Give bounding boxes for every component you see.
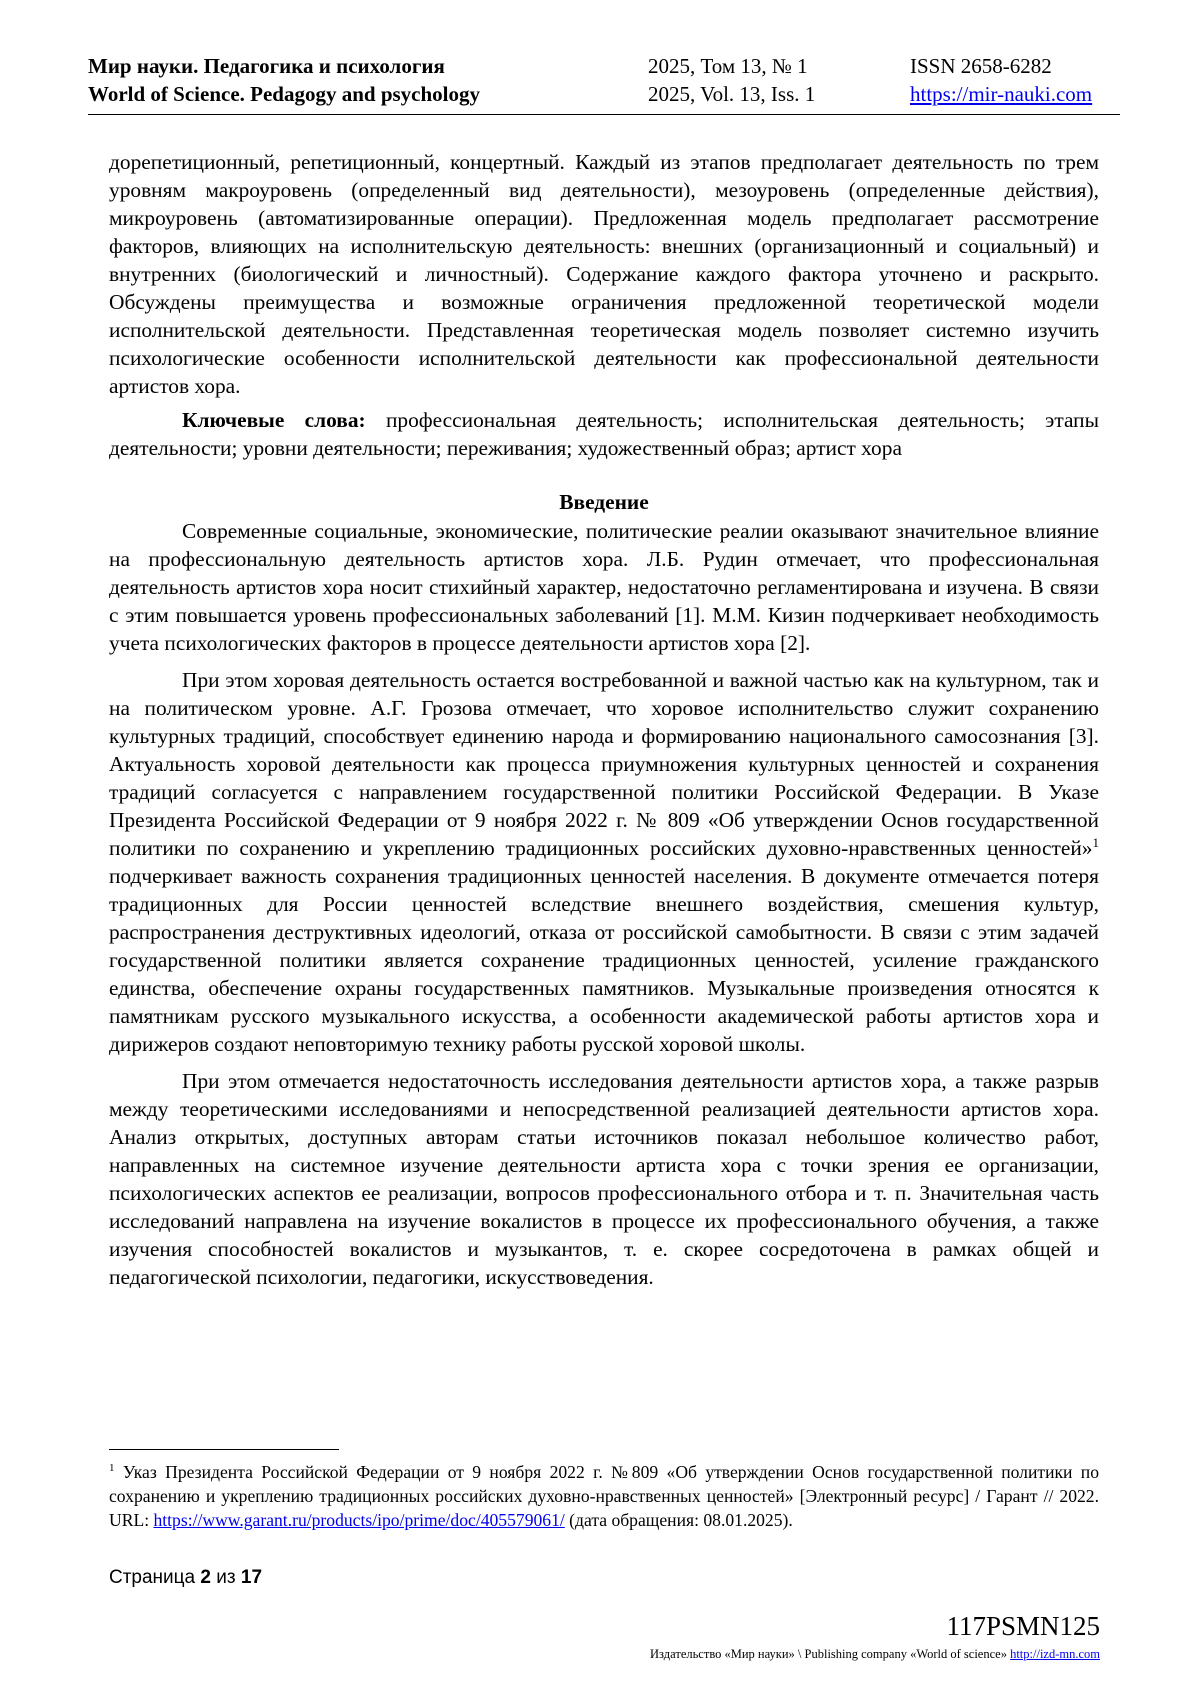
keywords-label: Ключевые слова:	[182, 408, 366, 432]
publisher-line	[650, 1647, 1100, 1662]
page-current: 2	[200, 1567, 211, 1588]
issn-block	[910, 52, 1092, 108]
issn: ISSN 2658-6282	[910, 54, 1052, 78]
keywords-text: профессиональная деятельность; исполнительская деятельность; этапы деятельности; уровни деятельности; переживания; художественный образ; артист хора	[109, 408, 1099, 460]
paragraph-2-part-2: подчеркивает важность сохранения традиционных ценностей населения. В документе отмечается потеря традиционных для России ценностей вследствие внешнего воздействия, смешения культур, распространения деструктивных идеологий, отказа от российской самобытности. В связи с этим задачей государственной политики является сохранение традиционных ценностей, усиление гражданского единства, обеспечение охраны государственных памятников. Музыкальные произведения относятся к памятникам русского музыкального искусства, а особенности академической работы артистов хора и дирижеров создают неповторимую технику работы русской хоровой школы.	[109, 864, 1099, 1056]
article-body	[109, 148, 1099, 1291]
journal-url-link[interactable]: https://mir-nauki.com	[910, 82, 1093, 106]
issue-en: 2025, Vol. 13, Iss. 1	[648, 82, 816, 106]
footnote-url-link[interactable]: https://www.garant.ru/products/ipo/prime/doc/405579061/	[153, 1510, 565, 1530]
page-total: 17	[240, 1567, 263, 1588]
footnote-text: Указ Президента Российской Федерации от 9 ноября 2022 г. №809 «Об утверждении Основ государственной политики по сохранению и укреплению традиционных российских духовно-нравственных ценностей» [Электронный ресурс] / Гарант // 2022. URL:	[109, 1462, 1099, 1530]
footnote-number: 1	[109, 1462, 115, 1475]
publisher-text: Издательство «Мир науки» \ Publishing company «World of science»	[650, 1647, 1011, 1661]
paragraph-1: Современные социальные, экономические, политические реалии оказывают значительное влияние на профессиональную деятельность артистов хора. Л.Б. Рудин отмечает, что профессиональная деятельность артистов хора носит стихийный характер, недостаточно регламентирована и изучена. В связи с этим повышается уровень профессиональных заболеваний [1]. М.М. Кизин подчеркивает необходимость учета психологических факторов в процессе деятельности артистов хора [2].	[109, 519, 1099, 655]
journal-title-ru: Мир науки. Педагогика и психология	[88, 54, 445, 78]
issue-ru: 2025, Том 13, № 1	[648, 54, 808, 78]
abstract-tail: дорепетиционный, репетиционный, концертный. Каждый из этапов предполагает деятельность по трем уровням макроуровень (определенный вид деятельности), мезоуровень (определенные действия), микроуровень (автоматизированные операции). Предложенная модель предполагает рассмотрение факторов, влияющих на исполнительскую деятельность: внешних (организационный и социальный) и внутренних (биологический и личностный). Содержание каждого фактора уточнено и раскрыто. Обсуждены преимущества и возможные ограничения предложенной теоретической модели исполнительской деятельности. Представленная теоретическая модель позволяет системно изучить психологические особенности исполнительской деятельности как профессиональной деятельности артистов хора.	[109, 150, 1099, 398]
publisher-url-link[interactable]: http://izd-mn.com	[1010, 1647, 1100, 1661]
page-label: Страница	[109, 1567, 196, 1588]
footnote	[109, 1460, 1099, 1532]
footnote-access-date: (дата обращения: 08.01.2025).	[564, 1510, 793, 1530]
journal-title	[88, 52, 480, 108]
article-code: 117PSMN125	[946, 1611, 1100, 1641]
keywords	[109, 406, 1099, 462]
paragraph-2	[109, 666, 1099, 1058]
footnote-reference[interactable]: 1	[1092, 834, 1099, 850]
journal-title-en: World of Science. Pedagogy and psychology	[88, 82, 481, 106]
section-title-introduction: Введение	[559, 490, 649, 514]
page-header	[88, 52, 1120, 115]
footnote-divider	[109, 1449, 339, 1450]
page-number	[109, 1567, 262, 1589]
page-of: из	[216, 1567, 236, 1588]
paragraph-2-part-1: При этом хоровая деятельность остается востребованной и важной частью как на культурном, так и на политическом уровне. А.Г. Грозова отмечает, что хоровое исполнительство служит сохранению культурных традиций, способствует единению народа и формированию национального самосознания [3]. Актуальность хоровой деятельности как процесса приумножения культурных ценностей и сохранения традиций согласуется с направлением государственной политики Российской Федерации. В Указе Президента Российской Федерации от 9 ноября 2022 г. № 809 «Об утверждении Основ государственной политики по сохранению и укреплению традиционных российских духовно-нравственных ценностей»	[109, 668, 1099, 860]
paragraph-3: При этом отмечается недостаточность исследования деятельности артистов хора, а также разрыв между теоретическими исследованиями и непосредственной реализацией деятельности артистов хора. Анализ открытых, доступных авторам статьи источников показал небольшое количество работ, направленных на системное изучение деятельности артиста хора с точки зрения ее организации, психологических аспектов ее реализации, вопросов профессионального отбора и т. п. Значительная часть исследований направлена на изучение вокалистов в процессе их профессионального обучения, а также изучения способностей вокалистов и музыкантов, т. е. скорее сосредоточена в рамках общей и педагогической психологии, педагогики, искусствоведения.	[109, 1069, 1099, 1289]
issue-info	[648, 52, 815, 108]
